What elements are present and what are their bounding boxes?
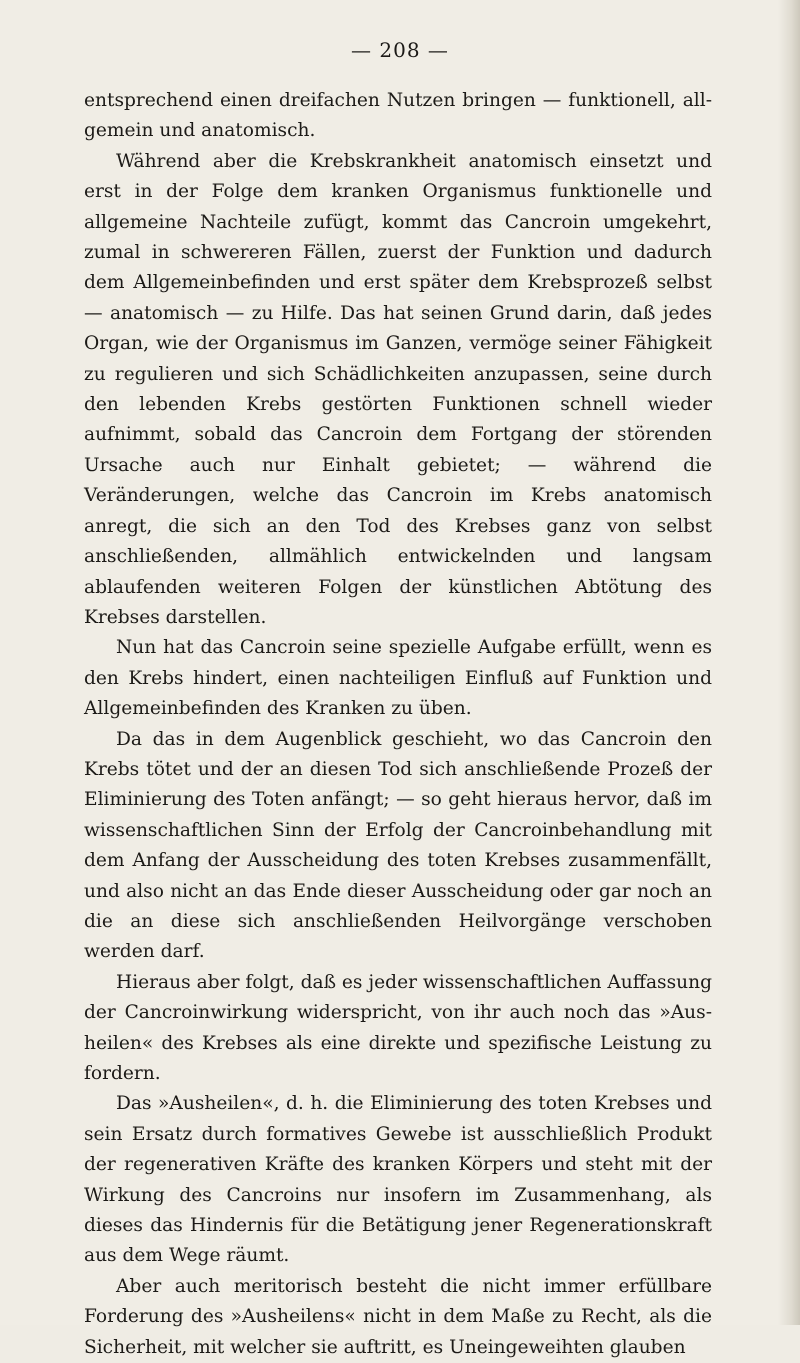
paragraph-5: Hieraus aber folgt, daß es jeder wissenschaftlichen Auffassung der Cancroinwirkung widerspricht, von ihr auch noch das »Ausheilen« des Krebses als eine direkte und spezifische Leistung zu fordern. [84,971,712,1084]
page-number-header: — 208 — [351,38,449,62]
paragraph-6: Das »Ausheilen«, d. h. die Eliminierung des toten Krebses und sein Ersatz durch formatives Gewebe ist ausschließlich Produkt der regenerativen Kräfte des kranken Körpers und steht mit der Wirkung des Cancroins nur insofern im Zusammenhang, als dieses das Hindernis für die Betätigung jener Regenerationskraft aus dem Wege räumt. [84,1093,712,1267]
body-text [84,86,712,1363]
paragraph-4: Da das in dem Augenblick geschieht, wo das Cancroin den Krebs tötet und der an diesen Tod sich anschließende Prozeß der Eliminierung des Toten anfängt; — so geht hieraus hervor, daß im wissenschaftlichen Sinn der Erfolg der Cancroinbehandlung mit dem Anfang der Ausscheidung des toten Krebses zusammenfällt, und also nicht an das Ende dieser Ausscheidung oder gar noch an die an diese sich anschließenden Heilvorgänge verschoben werden darf. [84,728,712,963]
paragraph-1: entsprechend einen dreifachen Nutzen bringen — funktionell, allgemein und anatomisch. [84,90,712,142]
paragraph-2: Während aber die Krebskrankheit anatomisch einsetzt und erst in der Folge dem kranken Organismus funktionelle und allgemeine Nachteile zufügt, kommt das Cancroin umgekehrt, zumal in schwereren Fällen, zuerst der Funktion und dadurch dem Allgemeinbefinden und erst später dem Krebsprozeß selbst — anatomisch — zu Hilfe. Das hat seinen Grund darin, daß jedes Organ, wie der Organismus im Ganzen, vermöge seiner Fähigkeit zu regulieren und sich Schädlichkeiten anzupassen, seine durch den lebenden Krebs gestörten Funktionen schnell wieder aufnimmt, sobald das Cancroin dem Fortgang der störenden Ursache auch nur Einhalt gebietet; — während die Veränderungen, welche das Cancroin im Krebs anatomisch anregt, die sich an den Tod des Krebses ganz von selbst anschließenden, allmählich entwickelnden und langsam ablaufenden weiteren Folgen der künstlichen Abtötung des Krebses darstellen. [84,150,712,628]
paragraph-3: Nun hat das Cancroin seine spezielle Aufgabe erfüllt, wenn es den Krebs hindert, einen nachteiligen Einfluß auf Funktion und Allgemeinbefinden des Kranken zu üben. [84,637,712,720]
page-edge-shadow [778,0,800,1325]
paragraph-7: Aber auch meritorisch besteht die nicht immer erfüllbare Forderung des »Ausheilens« nicht in dem Maße zu Recht, als die Sicherheit, mit welcher sie auftritt, es Uneingeweihten glauben [84,1275,712,1358]
